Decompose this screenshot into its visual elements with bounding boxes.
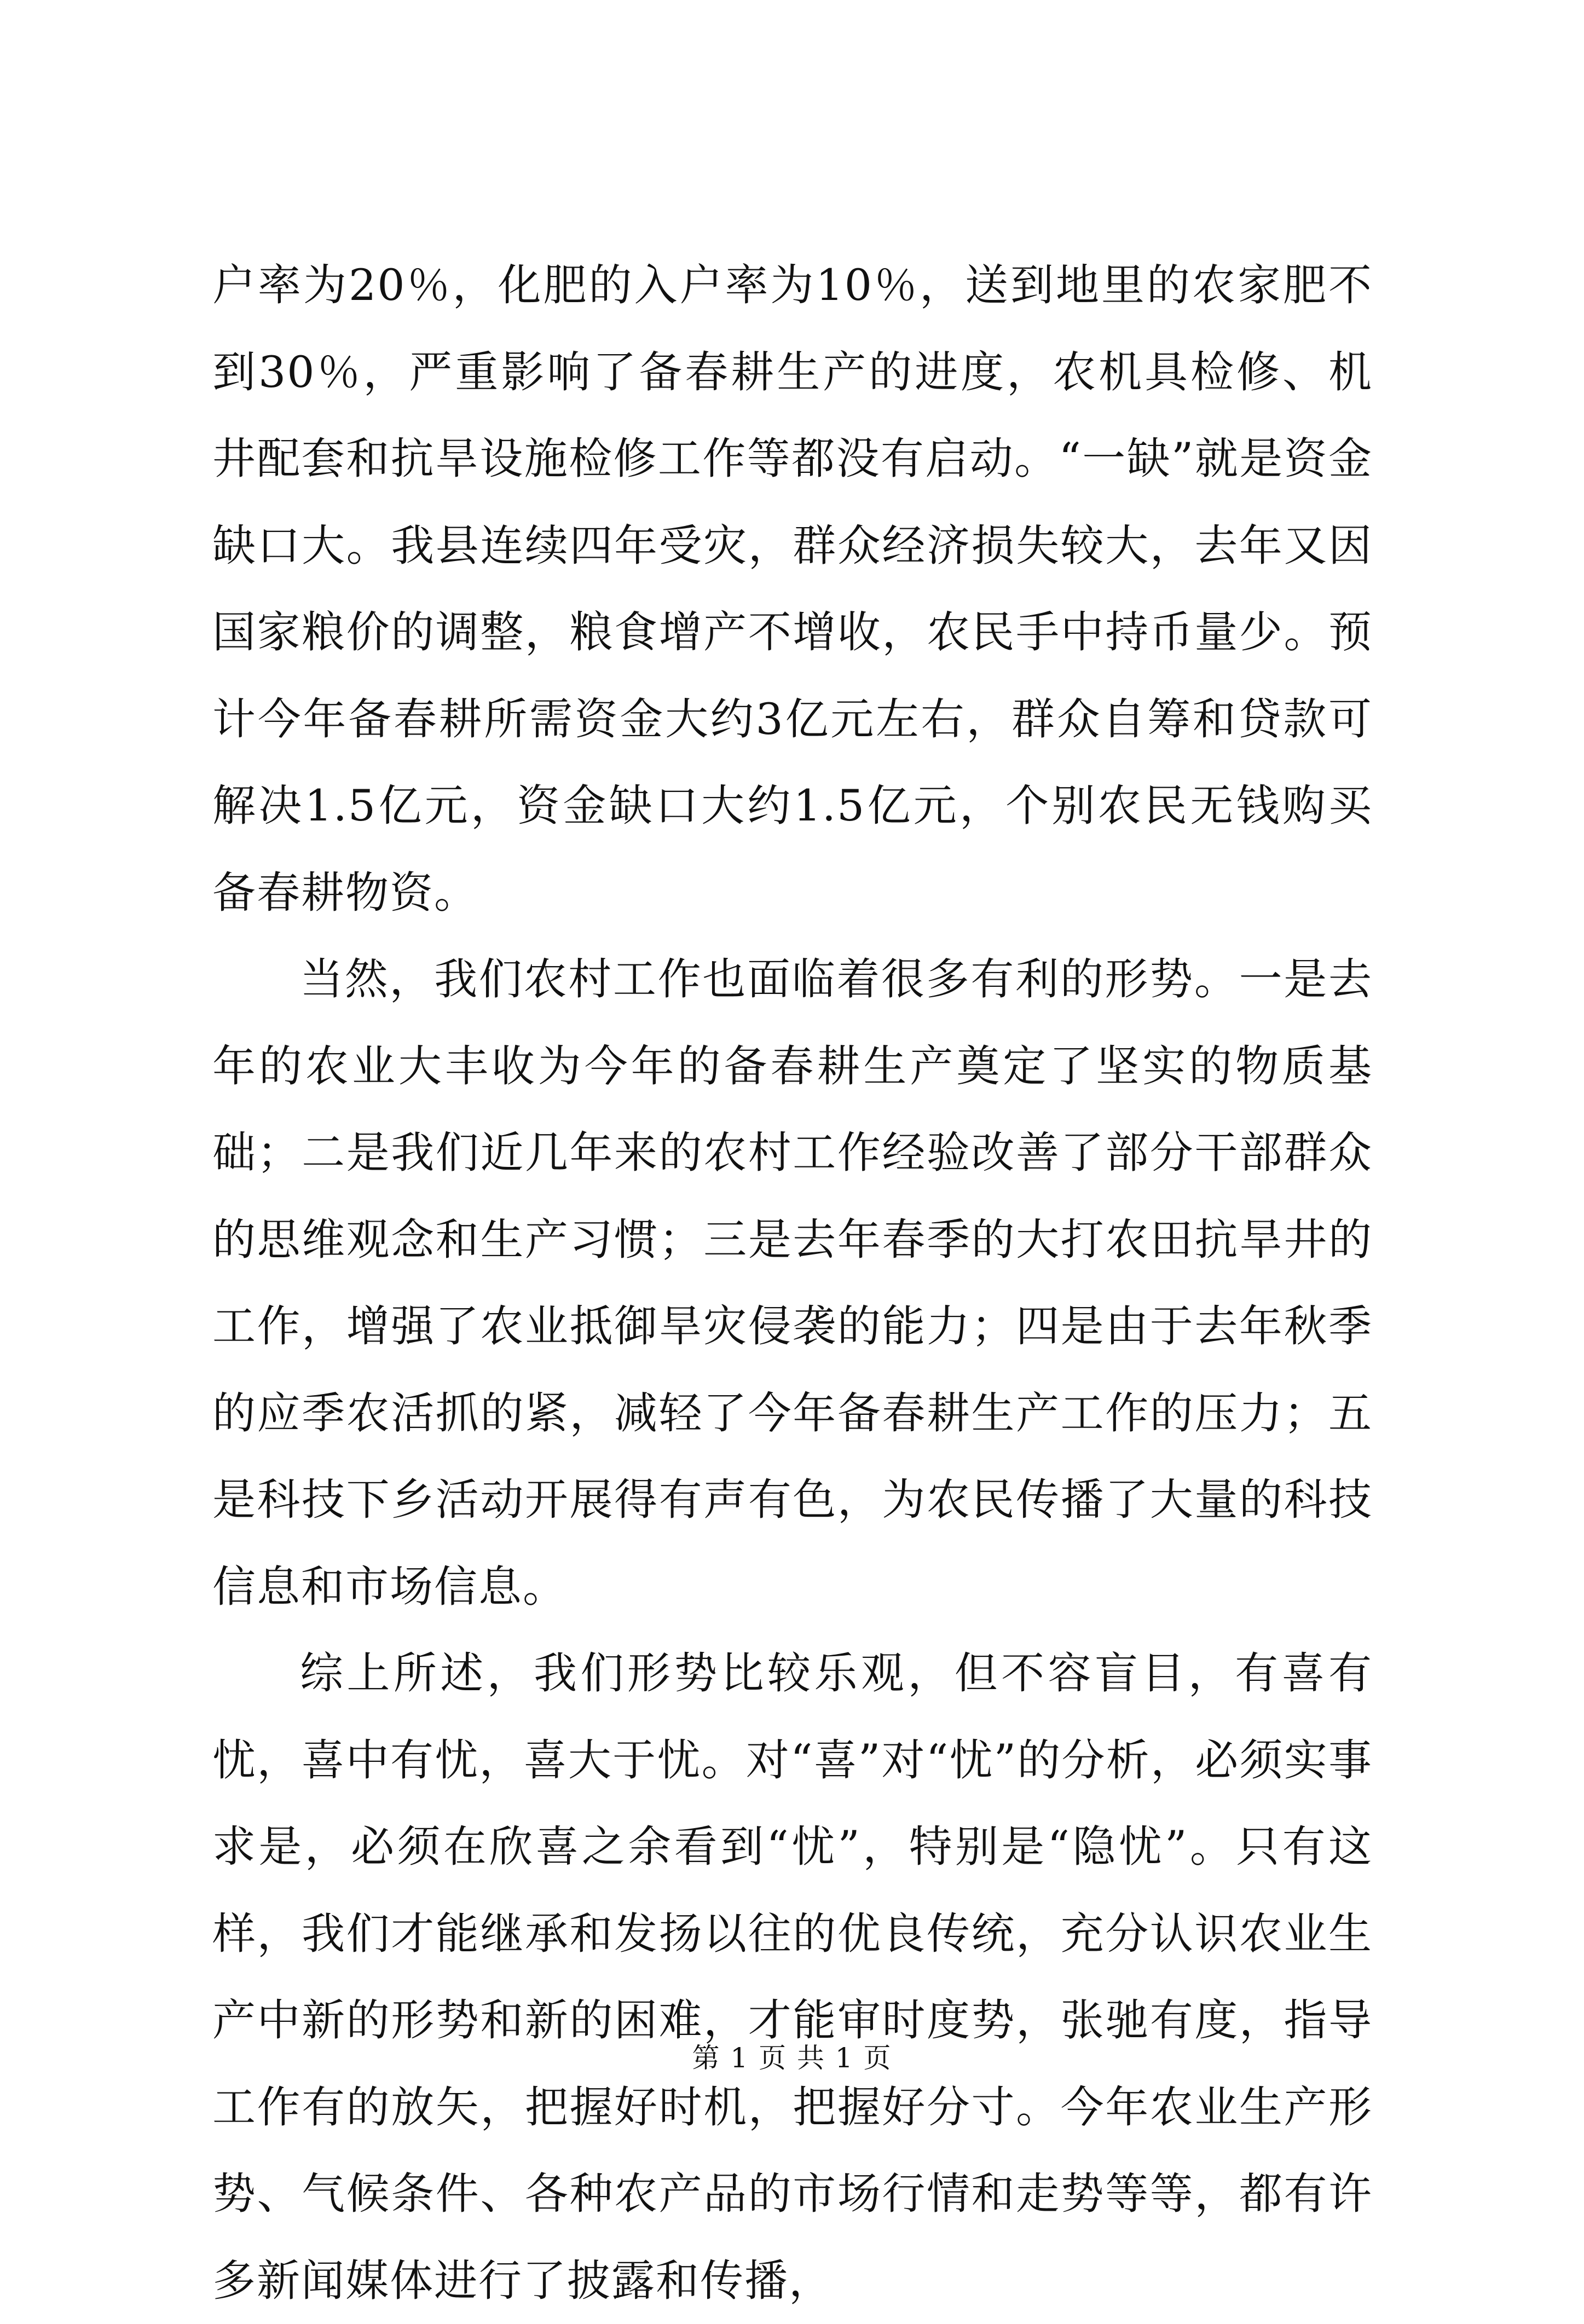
paragraph-continued: 户率为20％，化肥的入户率为10％，送到地里的农家肥不到30％，严重影响了备春耕生产的进度，农机具检修、机井配套和抗旱设施检修工作等都没有启动。“一缺”就是资金缺口大。我县连续四年受灾，群众经济损失较大，去年又因国家粮价的调整，粮食增产不增收，农民手中持币量少。预计今年备春耕所需资金大约3亿元左右，群众自筹和贷款可解决1.5亿元，资金缺口大约1.5亿元，个别农民无钱购买备春耕物资。: [212, 260, 1373, 918]
page-number-footer: 第 1 页 共 1 页: [692, 2042, 892, 2074]
paragraph: 综上所述，我们形势比较乐观，但不容盲目，有喜有忧，喜中有忧，喜大于忧。对“喜”对“忧”的分析，必须实事求是，必须在欣喜之余看到“忧”，特别是“隐忧”。只有这样，我们才能继承和发扬以往的优良传统，充分认识农业生产中新的形势和新的困难，才能审时度势，张驰有度，指导工作有的放矢，把握好时机，把握好分寸。今年农业生产形势、气候条件、各种农产品的市场行情和走势等等，都有许多新闻媒体进行了披露和传播，: [212, 1648, 1373, 2306]
paragraph: 当然，我们农村工作也面临着很多有利的形势。一是去年的农业大丰收为今年的备春耕生产奠定了坚实的物质基础；二是我们近几年来的农村工作经验改善了部分干部群众的思维观念和生产习惯；三是去年春季的大打农田抗旱井的工作，增强了农业抵御旱灾侵袭的能力；四是由于去年秋季的应季农活抓的紧，减轻了今年备春耕生产工作的压力；五是科技下乡活动开展得有声有色，为农民传播了大量的科技信息和市场信息。: [212, 954, 1373, 1612]
document-body: [212, 242, 1373, 2324]
